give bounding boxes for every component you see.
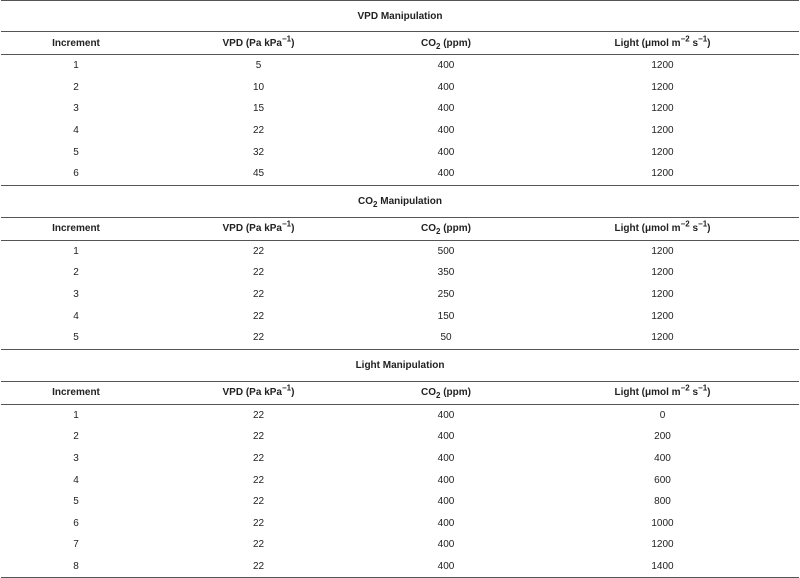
- cell-light: 1200: [651, 81, 674, 93]
- cell-increment: 1: [73, 60, 79, 72]
- table-row: [1, 469, 799, 491]
- cell-increment: 1: [73, 245, 79, 257]
- section-title-text: Light Manipulation: [355, 359, 445, 371]
- cell-vpd: 22: [252, 289, 265, 301]
- table-body: [1, 1, 799, 578]
- cell-increment: 3: [73, 289, 79, 301]
- cell-co2: 400: [437, 431, 455, 443]
- cell-co2: 400: [437, 81, 455, 93]
- unit-exponent: −2: [680, 34, 690, 44]
- cell-light: 1200: [651, 60, 674, 72]
- column-header-label: VPD (Pa kPa: [222, 37, 282, 49]
- cell-light: 1200: [651, 168, 674, 180]
- column-header-label: s: [689, 387, 699, 399]
- cell-vpd: 22: [252, 267, 265, 279]
- cell-light: 600: [654, 474, 671, 486]
- cell-vpd: 32: [252, 146, 265, 158]
- cell-increment: 8: [1, 556, 151, 578]
- cell-light: 0: [659, 409, 666, 421]
- cell-vpd: 15: [252, 103, 265, 115]
- chem-subscript: 2: [373, 199, 378, 209]
- column-header-label: s: [689, 223, 699, 235]
- cell-vpd: 22: [252, 409, 265, 421]
- column-header-label: VPD (Pa kPa: [222, 223, 282, 235]
- column-header-light: [526, 217, 799, 240]
- cell-co2: 400: [437, 517, 455, 529]
- cell-increment: 3: [73, 453, 79, 465]
- column-header-row: [1, 217, 799, 240]
- column-header-row: [1, 32, 799, 55]
- unit-exponent: −2: [680, 383, 690, 393]
- column-header-label: s: [689, 37, 699, 49]
- table-row: [1, 513, 799, 535]
- cell-vpd: 45: [252, 168, 265, 180]
- cell-co2: 400: [437, 474, 455, 486]
- cell-co2: 400: [437, 146, 455, 158]
- cell-vpd: 5: [255, 60, 262, 72]
- section-title-text: Manipulation: [377, 195, 442, 207]
- column-header-label: CO: [421, 223, 436, 235]
- cell-co2: 400: [437, 496, 455, 508]
- table-row: [1, 262, 799, 284]
- column-header-label: Light (μmol m: [614, 387, 681, 399]
- table-row: [1, 327, 799, 349]
- cell-increment: 4: [73, 310, 79, 322]
- cell-increment: 4: [73, 125, 79, 137]
- unit-exponent: −2: [680, 219, 690, 229]
- section-title-text: VPD Manipulation: [357, 10, 443, 22]
- column-header-vpd: [151, 217, 366, 240]
- column-header-label: Increment: [52, 223, 100, 235]
- cell-co2: 400: [366, 556, 526, 578]
- column-header-co2: [366, 381, 526, 404]
- cell-increment: 5: [73, 146, 79, 158]
- section-title-row: [1, 349, 799, 381]
- cell-vpd: 22: [252, 496, 265, 508]
- cell-co2: 400: [437, 409, 455, 421]
- table-row: [1, 448, 799, 470]
- column-header-label: (ppm): [440, 387, 471, 399]
- column-header-label: Light (μmol m: [614, 37, 681, 49]
- cell-light: 1400: [526, 556, 799, 578]
- cell-co2: 400: [437, 60, 455, 72]
- column-header-co2: [366, 32, 526, 55]
- cell-increment: 7: [73, 539, 79, 551]
- table-row: [1, 534, 799, 556]
- cell-light: 800: [654, 496, 671, 508]
- cell-co2: 400: [437, 125, 455, 137]
- cell-co2: 350: [437, 267, 455, 279]
- unit-exponent: −1: [698, 383, 708, 393]
- column-header-increment: [1, 32, 151, 55]
- column-header-label: ): [707, 387, 711, 399]
- section-title: [1, 349, 799, 381]
- cell-light: 1200: [651, 103, 674, 115]
- unit-exponent: −1: [282, 34, 292, 44]
- table-row: [1, 163, 799, 185]
- cell-light: 1200: [651, 245, 674, 257]
- column-header-label: Increment: [52, 37, 100, 49]
- section-title-text: CO: [358, 195, 374, 207]
- table-row: [1, 98, 799, 120]
- column-header-co2: [366, 217, 526, 240]
- column-header-light: [526, 32, 799, 55]
- column-header-label: Increment: [52, 387, 100, 399]
- column-header-label: (ppm): [440, 223, 471, 235]
- cell-light: 1200: [651, 539, 674, 551]
- cell-co2: 400: [437, 103, 455, 115]
- cell-vpd: 22: [252, 245, 265, 257]
- column-header-label: CO: [421, 37, 436, 49]
- section-title: [1, 1, 799, 32]
- cell-increment: 3: [73, 103, 79, 115]
- column-header-label: ): [707, 223, 711, 235]
- table-row: [1, 55, 799, 77]
- cell-vpd: 10: [252, 81, 265, 93]
- cell-co2: 400: [437, 453, 455, 465]
- cell-increment: 6: [73, 168, 79, 180]
- cell-vpd: 22: [252, 474, 265, 486]
- cell-vpd: 22: [151, 556, 366, 578]
- table-row: [1, 141, 799, 163]
- cell-light: 200: [654, 431, 671, 443]
- chem-subscript: 2: [436, 391, 441, 401]
- section-title-row: [1, 1, 799, 32]
- cell-co2: 50: [440, 332, 452, 344]
- column-header-label: (ppm): [440, 37, 471, 49]
- cell-co2: 400: [437, 168, 455, 180]
- table-row: [1, 240, 799, 262]
- column-header-vpd: [151, 381, 366, 404]
- table-row: [1, 426, 799, 448]
- column-header-vpd: [151, 32, 366, 55]
- chem-subscript: 2: [436, 227, 441, 237]
- cell-vpd: 22: [252, 125, 265, 137]
- cell-co2: 400: [437, 539, 455, 551]
- cell-increment: 2: [73, 267, 79, 279]
- unit-exponent: −1: [282, 383, 292, 393]
- column-header-label: ): [291, 37, 295, 49]
- cell-increment: 5: [73, 332, 79, 344]
- column-header-label: ): [707, 37, 711, 49]
- cell-co2: 150: [437, 310, 455, 322]
- column-header-light: [526, 381, 799, 404]
- column-header-label: CO: [421, 387, 436, 399]
- column-header-row: [1, 381, 799, 404]
- cell-light: 1200: [651, 267, 674, 279]
- section-title: [1, 185, 799, 217]
- cell-increment: 1: [73, 409, 79, 421]
- cell-vpd: 22: [252, 310, 265, 322]
- cell-co2: 250: [437, 289, 455, 301]
- cell-increment: 2: [73, 81, 79, 93]
- cell-co2: 500: [437, 245, 455, 257]
- cell-light: 1200: [651, 125, 674, 137]
- manipulation-table: [1, 0, 799, 578]
- unit-exponent: −1: [698, 219, 708, 229]
- cell-light: 1000: [651, 517, 674, 529]
- cell-light: 1200: [651, 146, 674, 158]
- table-row: [1, 305, 799, 327]
- table-row: [1, 284, 799, 306]
- column-header-increment: [1, 217, 151, 240]
- cell-vpd: 22: [252, 453, 265, 465]
- column-header-label: ): [291, 387, 295, 399]
- table-row: [1, 404, 799, 426]
- cell-vpd: 22: [252, 517, 265, 529]
- cell-vpd: 22: [252, 539, 265, 551]
- cell-increment: 5: [73, 496, 79, 508]
- table-row: [1, 556, 799, 578]
- table-row: [1, 491, 799, 513]
- cell-increment: 6: [73, 517, 79, 529]
- cell-light: 1200: [651, 289, 674, 301]
- column-header-label: VPD (Pa kPa: [222, 387, 282, 399]
- cell-light: 400: [654, 453, 671, 465]
- column-header-label: ): [291, 223, 295, 235]
- table-row: [1, 77, 799, 99]
- column-header-label: Light (μmol m: [614, 223, 681, 235]
- section-title-row: [1, 185, 799, 217]
- unit-exponent: −1: [282, 219, 292, 229]
- unit-exponent: −1: [698, 34, 708, 44]
- table-row: [1, 120, 799, 142]
- column-header-increment: [1, 381, 151, 404]
- cell-light: 1200: [651, 332, 674, 344]
- cell-vpd: 22: [252, 332, 265, 344]
- chem-subscript: 2: [436, 41, 441, 51]
- cell-light: 1200: [651, 310, 674, 322]
- cell-increment: 4: [73, 474, 79, 486]
- cell-vpd: 22: [252, 431, 265, 443]
- cell-increment: 2: [73, 431, 79, 443]
